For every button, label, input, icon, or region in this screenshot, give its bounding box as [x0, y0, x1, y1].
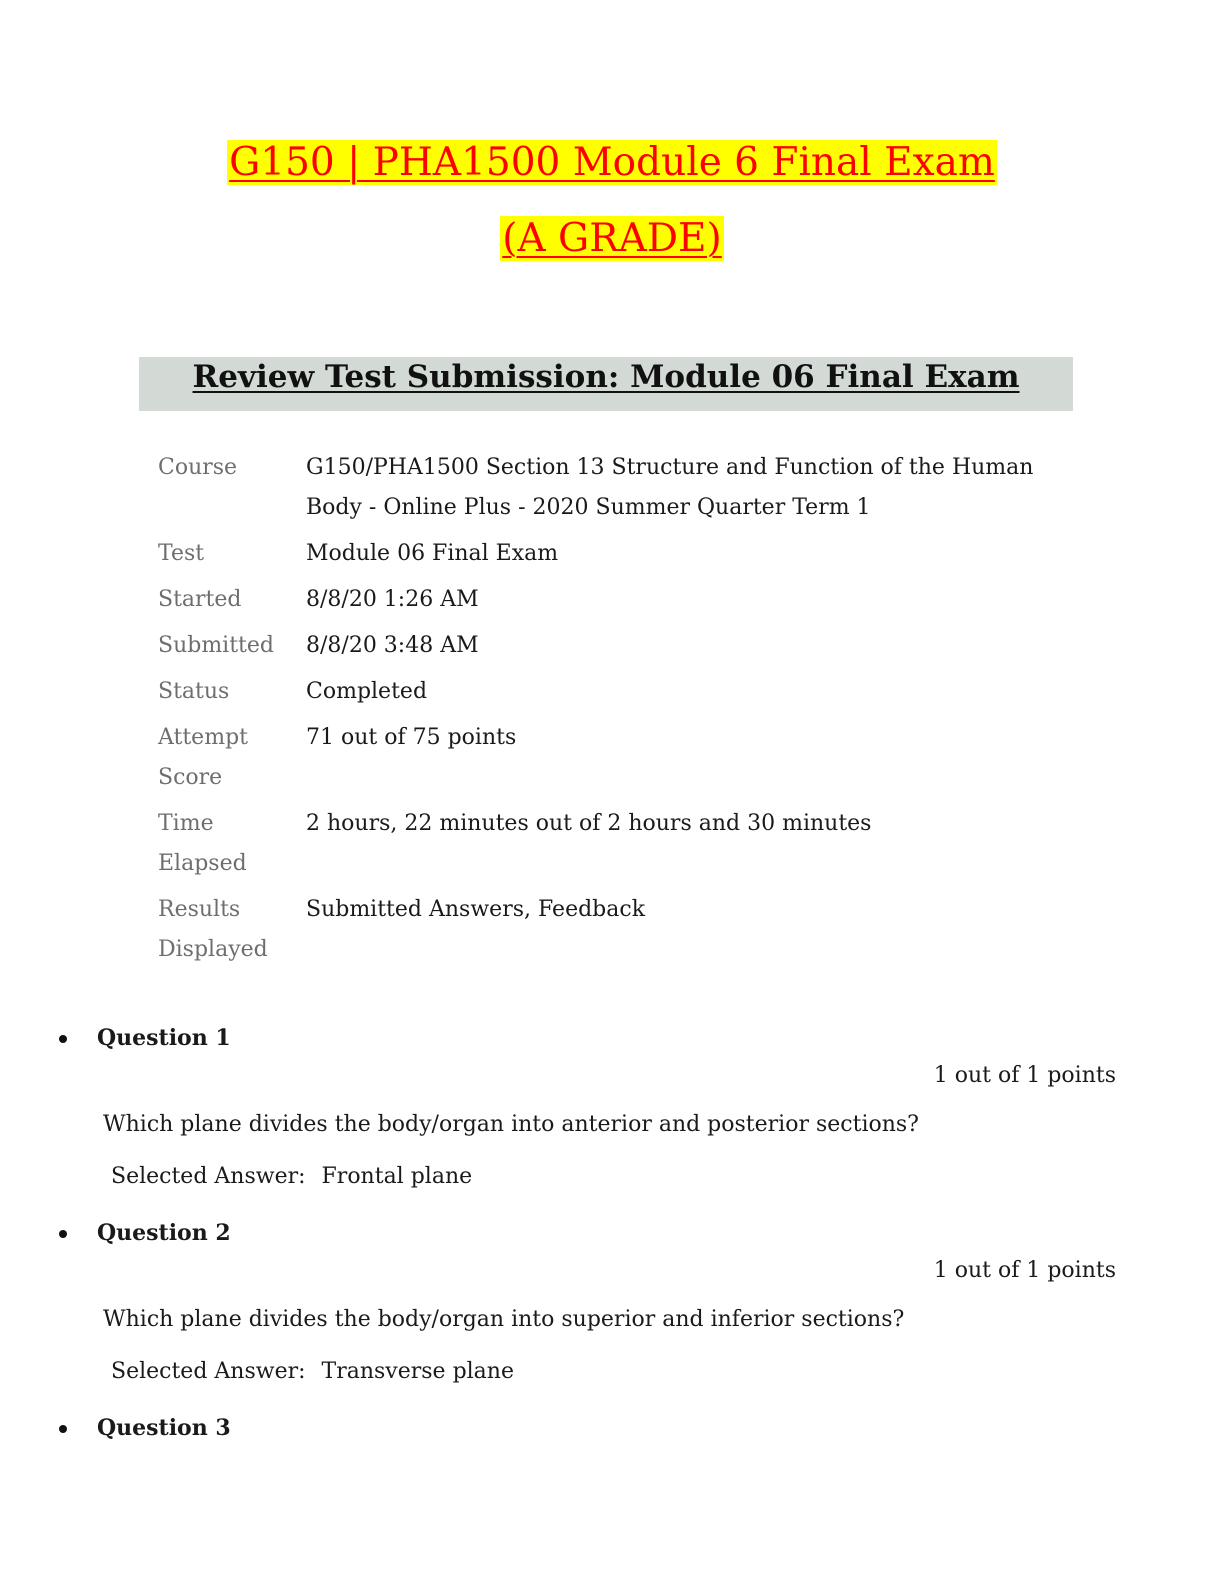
- detail-row-started: [150, 577, 1070, 623]
- review-banner-title: Review Test Submission: Module 06 Final Exam: [192, 359, 1020, 395]
- detail-label: Time Elapsed: [158, 811, 247, 876]
- selected-answer-value: Frontal plane: [321, 1164, 473, 1189]
- detail-label: Course: [158, 455, 238, 480]
- question-text: Which plane divides the body/organ into superior and inferior sections?: [103, 1307, 905, 1332]
- detail-row-submitted: [150, 623, 1070, 669]
- detail-value: Module 06 Final Exam: [306, 541, 559, 566]
- detail-value: 8/8/20 3:48 AM: [306, 633, 479, 658]
- question-points: 1 out of 1 points: [933, 1258, 1116, 1283]
- detail-label: Submitted: [158, 633, 275, 658]
- bullet-icon: [59, 1425, 67, 1433]
- bullet-icon: [59, 1230, 67, 1238]
- document-title-line-1: [0, 141, 1224, 186]
- document-title-text-2: (A GRADE): [502, 216, 722, 261]
- detail-value: 71 out of 75 points: [306, 725, 517, 750]
- selected-answer-label: Selected Answer:: [111, 1359, 306, 1384]
- detail-label: Test: [158, 541, 205, 566]
- detail-row-attempt-score: [150, 715, 1070, 801]
- selected-answer-label: Selected Answer:: [111, 1164, 306, 1189]
- question-heading: Question 2: [97, 1220, 231, 1246]
- selected-answer: [111, 1164, 472, 1189]
- detail-row-status: [150, 669, 1070, 715]
- detail-label: Status: [158, 679, 230, 704]
- bullet-icon: [59, 1035, 67, 1043]
- detail-row-results-displayed: [150, 887, 1070, 973]
- detail-label: Started: [158, 587, 242, 612]
- selected-answer: [111, 1359, 514, 1384]
- detail-value: Submitted Answers, Feedback: [306, 897, 646, 922]
- question-heading: Question 1: [97, 1025, 231, 1051]
- detail-label: Results Displayed: [158, 897, 268, 962]
- question-points: 1 out of 1 points: [933, 1063, 1116, 1088]
- question-text: Which plane divides the body/organ into anterior and posterior sections?: [103, 1112, 919, 1137]
- submission-details-table: [150, 445, 1070, 973]
- detail-value: G150/PHA1500 Section 13 Structure and Function of the Human Body - Online Plus - 2020 Summer Quarter Term 1: [306, 455, 1034, 520]
- detail-row-time-elapsed: [150, 801, 1070, 887]
- detail-row-course: [150, 445, 1070, 531]
- document-title-text-1: G150 | PHA1500 Module 6 Final Exam: [229, 140, 995, 185]
- review-banner: [139, 357, 1073, 411]
- detail-label: Attempt Score: [158, 725, 248, 790]
- detail-value: Completed: [306, 679, 428, 704]
- detail-value: 8/8/20 1:26 AM: [306, 587, 479, 612]
- question-heading: Question 3: [97, 1415, 231, 1441]
- detail-row-test: [150, 531, 1070, 577]
- detail-value: 2 hours, 22 minutes out of 2 hours and 30 minutes: [306, 811, 872, 836]
- selected-answer-value: Transverse plane: [321, 1359, 514, 1384]
- document-title-line-2: [0, 217, 1224, 262]
